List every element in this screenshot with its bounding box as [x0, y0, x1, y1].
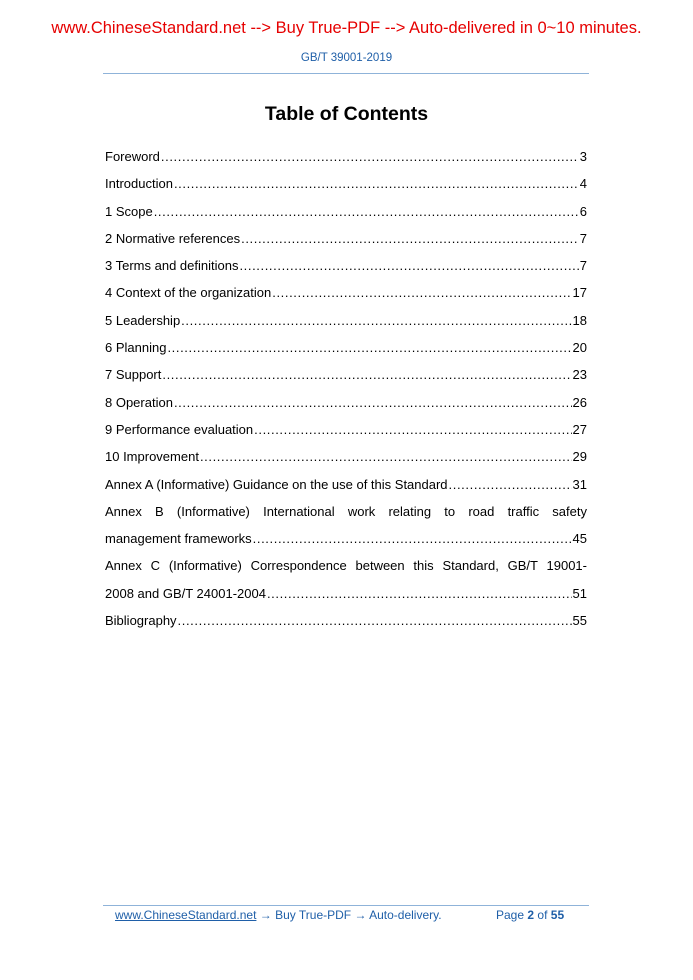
- toc-page-number: 4: [579, 176, 587, 192]
- toc-entry-label: Bibliography: [105, 613, 177, 629]
- dot-leader: [178, 607, 572, 634]
- dot-leader: [162, 361, 571, 388]
- dot-leader: [272, 279, 571, 306]
- toc-page-number: 45: [572, 531, 587, 547]
- toc-page-number: 55: [572, 613, 587, 629]
- toc-entry-annex-a[interactable]: [105, 471, 587, 498]
- toc-page-number: 26: [572, 394, 587, 410]
- toc-entry-annex-b-line1[interactable]: Annex B (Informative) International work relating to road traffic safety: [105, 503, 587, 519]
- dot-leader: [174, 389, 572, 416]
- footer-text: → Buy True-PDF → Auto-delivery.: [256, 908, 442, 922]
- toc-entry-bibliography[interactable]: [105, 607, 587, 634]
- toc-entry-context-of-organization[interactable]: [105, 279, 587, 306]
- toc-page-number: 3: [579, 149, 587, 164]
- toc-entry-operation[interactable]: [105, 389, 587, 416]
- dot-leader: [181, 307, 571, 334]
- dot-leader: [161, 143, 579, 170]
- dot-leader: [449, 471, 572, 498]
- toc-entry-label: 1 Scope: [105, 203, 153, 219]
- toc-entry-scope[interactable]: [105, 198, 587, 225]
- dot-leader: [174, 170, 579, 197]
- page-total: 55: [550, 908, 565, 922]
- page-footer: [115, 907, 585, 923]
- page-of: of: [537, 908, 548, 922]
- header-divider: [103, 73, 589, 74]
- toc-page-number: 17: [572, 285, 587, 301]
- toc-entry-label: 10 Improvement: [105, 449, 199, 465]
- footer-site-link[interactable]: www.ChineseStandard.net: [115, 908, 257, 922]
- toc-entry-normative-references[interactable]: [105, 225, 587, 252]
- toc-entry-label: 9 Performance evaluation: [105, 421, 254, 437]
- toc-entry-label: 3 Terms and definitions: [105, 258, 239, 274]
- toc-page-number: 6: [579, 203, 587, 219]
- toc-entry-annex-c[interactable]: [105, 580, 587, 607]
- toc-entry-planning[interactable]: [105, 334, 587, 361]
- dot-leader: [253, 525, 572, 552]
- toc-entry-label: Annex A (Informative) Guidance on the use of this Standard: [105, 476, 448, 492]
- toc-page-number: 18: [572, 312, 587, 328]
- toc-entry-label: management frameworks: [105, 531, 252, 547]
- dot-leader: [200, 443, 572, 470]
- dot-leader: [239, 252, 578, 279]
- toc-entry-introduction[interactable]: [105, 170, 587, 197]
- toc-entry-leadership[interactable]: [105, 307, 587, 334]
- toc-page-number: 7: [579, 258, 587, 274]
- toc-entry-label: 7 Support: [105, 367, 162, 383]
- toc-entry-foreword[interactable]: [105, 143, 587, 170]
- footer-divider: [103, 905, 589, 906]
- table-of-contents: [105, 143, 587, 634]
- toc-entry-annex-c-line1[interactable]: Annex C (Informative) Correspondence between this Standard, GB/T 19001-: [105, 558, 587, 574]
- toc-page-number: 51: [572, 585, 587, 601]
- toc-entry-improvement[interactable]: [105, 443, 587, 470]
- toc-entry-support[interactable]: [105, 361, 587, 388]
- dot-leader: [154, 198, 579, 225]
- toc-page-number: 27: [572, 421, 587, 437]
- page-title: Table of Contents: [264, 103, 429, 125]
- toc-entry-label: 6 Planning: [105, 340, 167, 356]
- dot-leader: [267, 580, 572, 607]
- toc-page-number: 31: [572, 476, 587, 492]
- page-indicator: [496, 907, 564, 923]
- toc-page-number: 29: [572, 449, 587, 465]
- toc-entry-annex-b[interactable]: [105, 525, 587, 552]
- toc-entry-label: Introduction: [105, 176, 173, 192]
- toc-page-number: 7: [579, 230, 587, 246]
- dot-leader: [167, 334, 571, 361]
- page-prefix: Page: [496, 908, 525, 922]
- toc-entry-performance-evaluation[interactable]: [105, 416, 587, 443]
- toc-page-number: 20: [572, 340, 587, 356]
- toc-entry-label: Foreword: [105, 149, 160, 164]
- top-banner: www.ChineseStandard.net --> Buy True-PDF --> Auto-delivered in 0~10 minutes.: [51, 19, 642, 37]
- toc-entry-label: 2 Normative references: [105, 230, 241, 246]
- page-current: 2: [527, 908, 535, 922]
- toc-entry-label: 5 Leadership: [105, 312, 181, 328]
- toc-page-number: 23: [572, 367, 587, 383]
- dot-leader: [241, 225, 579, 252]
- toc-entry-label: 2008 and GB/T 24001-2004: [105, 585, 266, 601]
- toc-entry-terms-and-definitions[interactable]: [105, 252, 587, 279]
- toc-entry-label: 4 Context of the organization: [105, 285, 272, 301]
- toc-entry-label: 8 Operation: [105, 394, 173, 410]
- standard-code: GB/T 39001-2019: [300, 52, 393, 64]
- dot-leader: [254, 416, 571, 443]
